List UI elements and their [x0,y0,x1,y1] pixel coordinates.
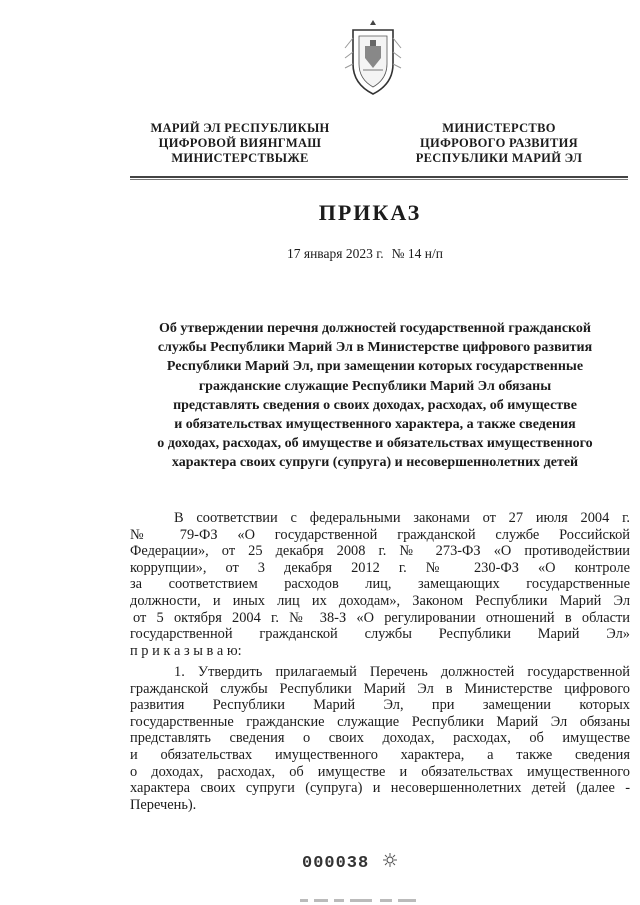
item-1-line: 1. Утвердить прилагаемый Перечень должностей государственной [174,664,630,680]
header-right-russian [384,121,614,166]
header-right-line: РЕСПУБЛИКИ МАРИЙ ЭЛ [415,151,583,165]
preamble-line: № 79-ФЗ «О государственной гражданской службе Российской [130,526,630,543]
item-1-line: представлять сведения о своих доходах, расходах, об имуществе [130,730,630,747]
subject-line: о доходах, расходах, об имуществе и обязательствах имущественного [157,436,593,452]
preamble-line: от 5 октября 2004 г. № 38-З «О регулировании отношений в области [133,609,630,626]
subject-line: Об утверждении перечня должностей государственной гражданской [159,321,591,336]
preamble-line: за соответствием расходов лиц, замещающих государственные [130,576,630,593]
subject-line: представлять сведения о своих доходах, расходах, об имуществе [173,397,577,413]
header-right-line: ЦИФРОВОГО РАЗВИТИЯ [420,136,578,150]
header-left-line: МИНИСТЕРСТВЫЖЕ [171,151,309,165]
header-left-line: ЦИФРОВОЙ ВИЯНГМАШ [158,136,322,150]
header-left-line: МАРИЙ ЭЛ РЕСПУБЛИКЫН [150,121,330,135]
item-1-line: развития Республики Марий Эл, при замещении которых [130,697,630,714]
header-right-line: МИНИСТЕРСТВО [442,121,556,135]
subject-line: гражданские служащие Республики Марий Эл обязаны [198,378,552,394]
item-1-line: характера своих супруги (супруга) и несовершеннолетних детей (далее - [130,780,630,797]
item-1-line: Перечень). [130,796,197,813]
preamble-line: коррупции», от 3 декабря 2012 г. № 230-ФЗ «О контроле [130,559,630,576]
subject-line: службы Республики Марий Эл в Министерстве цифрового развития [157,340,593,356]
header-divider-thin [130,179,628,180]
directive-word: п р и к а з ы в а ю: [130,642,242,659]
subject-line: Республики Марий Эл, при замещении которых государственные [166,359,584,375]
serial-number-stamp: 000038 [302,854,370,873]
header-divider-thick [130,176,628,178]
date-and-number [287,246,443,262]
stamp-star-icon [382,852,398,868]
subject-line: и обязательствах имущественного характера, а также сведения [174,417,576,433]
scan-artifact [300,897,430,903]
document-type-title: ПРИКАЗ [318,200,422,225]
item-1-line: о доходах, расходах, об имуществе и обязательствах имущественного [130,763,630,780]
coat-of-arms-emblem [339,18,407,98]
preamble-line: должности, и иных лиц их доходам», Законом Республики Марий Эл [130,592,630,609]
preamble-line: В соответствии с федеральными законами от 27 июля 2004 г. [174,510,630,526]
order-number: № 14 н/п [391,246,443,261]
item-1-line: гражданской службы Республики Марий Эл в Министерстве цифрового [130,680,630,697]
preamble-paragraph [130,510,630,659]
subject-line: характера своих супруги (супруга) и несовершеннолетних детей [171,455,579,471]
header-left-marij [120,121,360,166]
preamble-line: Федерации», от 25 декабря 2008 г. № 273-ФЗ «О противодействии [130,543,630,560]
order-date: 17 января 2023 г. [287,246,384,261]
item-1-paragraph [130,664,630,813]
item-1-line: государственные гражданские служащие Республики Марий Эл обязаны [130,713,630,730]
order-subject [120,319,630,473]
item-1-line: и обязательствах имущественного характера, а также сведения [130,746,630,763]
preamble-line: государственной гражданской службы Республики Марий Эл» [130,626,630,643]
